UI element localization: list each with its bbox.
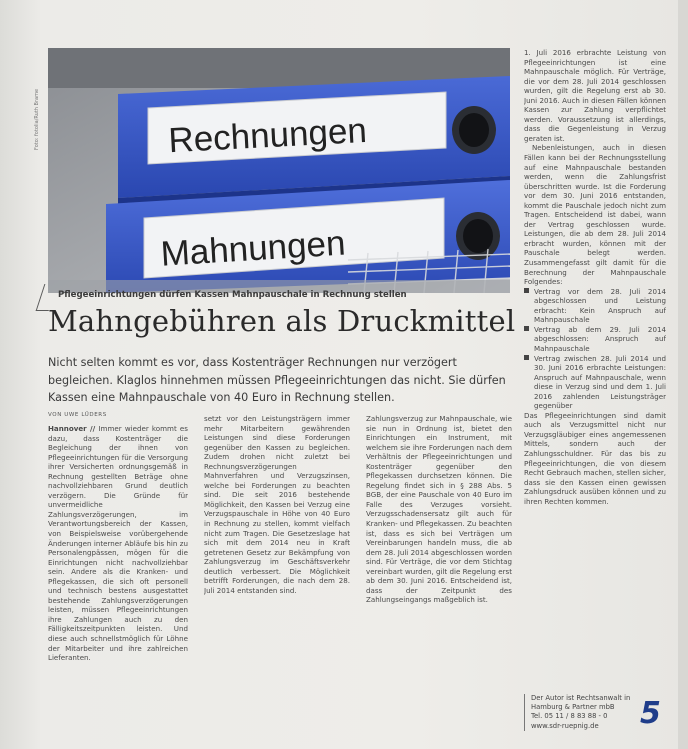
column-4-closing: Das Pflegeeinrichtungen sind damit auch als Verzugsmittel nicht nur Verzugsgläubiger eines angemessenen Mittels, sondern auch der Zahlungsschuldner. Für das bis zu Pflegeeinrichtungen, die von diesem Recht Gebrauch machen, stellen sicher, dass sie den Kassen einen gewissen Zahlungsdruck ausüben können und zu ihren Rechten kommen. xyxy=(524,410,666,506)
article-column-1 xyxy=(48,424,188,742)
column-3-text: Zahlungsverzug zur Mahnpauschale, wie sie nun in Ordnung ist, bietet den Einrichtungen ein Instrument, mit welchem sie ihre Forderungen nach dem Verhältnis der Pflegeeinrichtungen und Kostenträger gegenüber den Pflegekassen durchsetzen können. Die Regelung findet sich in § 288 Abs. 5 BGB, der eine Pauschale von 40 Euro im Falle des Verzuges vorsieht. Verzugsschadensersatz gilt auch für Kranken- und Pflegekassen. Zu beachten ist, dass es sich bei Verträgen um Vereinbarungen handeln muss, die ab dem 28. Juli 2014 abgeschlossen worden sind. Für Verträge, die vor dem Stichtag vereinbart wurden, gilt die Regelung erst ab dem 30. Juni 2016. Entscheidend ist, dass der Zeitpunkt des Zahlungseingangs maßgeblich ist. xyxy=(366,414,512,605)
binder-label-mahnungen: Mahnungen xyxy=(159,223,347,274)
binders-photo xyxy=(48,48,510,293)
article-kicker: Pflegeeinrichtungen dürfen Kassen Mahnpauschale in Rechnung stellen xyxy=(58,290,407,300)
article-byline: VON UWE LÜDERS xyxy=(48,412,107,418)
dateline: Hannover // xyxy=(48,424,96,433)
binder-label-rechnungen: Rechnungen xyxy=(167,110,368,161)
column-4-middle: Nebenleistungen, auch in diesen Fällen kann bei der Rechnungsstellung auf eine Mahnpauschale bestanden werden, wenn die Zahlungsfrist überschritten wurde. Ist die Forderung vor dem 30. Juni 2016 entstanden, kommt die Pauschale jedoch nicht zum Tragen. Entscheidend ist dabei, wann der Vertrag geschlossen wurde. Leistungen, die ab dem 28. Juli 2014 erbracht wurden, können mit der Pauschale belegt werden. Zusammengefasst gilt damit für die Berechnung der Mahnpauschale Folgendes: xyxy=(524,143,666,287)
list-item: Vertrag ab dem 29. Juli 2014 abgeschlossen: Anspruch auf Mahnpauschale xyxy=(534,325,666,354)
infobox-phone: Tel. 05 11 / 8 83 88 - 0 xyxy=(531,712,608,721)
column-2-text: setzt vor den Leistungsträgern immer mehr Mitarbeitern gewährenden Leistungen sind diese Forderungen gegenüber den Kassen zu begleichen. Zudem drohen nicht zuletzt bei Rechnungsverzögerungen Mahnverfahren und Verzugszinsen, welche bei Forderungen zu beachten sind. Die seit 2016 bestehende Möglichkeit, den Kassen bei Verzug eine Verzugspauschale in Höhe von 40 Euro in Rechnung zu stellen, kommt vielfach nicht zum Tragen. Die Gesetzeslage hat sich mit dem 2014 neu in Kraft getretenen Gesetz zur Bekämpfung von Zahlungsverzug im Geschäftsverkehr deutlich verbessert. Die Möglichkeit betrifft Forderungen, die nach dem 28. Juli 2014 entstanden sind. xyxy=(204,414,350,595)
page-number: 5 xyxy=(640,696,661,731)
summary-list xyxy=(524,287,666,411)
bullet-icon xyxy=(524,326,529,331)
photo-credit: Foto: fotolia/Ruth Brame xyxy=(34,88,40,150)
article-lead: Nicht selten kommt es vor, dass Kostenträger Rechnungen nur verzögert begleichen. Klaglos hinnehmen müssen Pflegeeinrichtungen das nicht. Sie dürfen Kassen eine Mahnpauschale von 40 Euro in Rechnung stellen. xyxy=(48,356,506,404)
infobox-website: www.sdr-ruepnig.de xyxy=(531,721,599,730)
article-column-3 xyxy=(366,414,512,742)
list-item: Vertrag vor dem 28. Juli 2014 abgeschlossen und Leistung erbracht: Kein Anspruch auf Mahnpauschale xyxy=(534,287,666,325)
column-1-text: Immer wieder kommt es dazu, dass Kostenträger die Begleichung der ihnen von Pflegeeinrichtungen für die Versorgung ihrer Versicherten ordnungsgemäß in Rechnung gestellten Beträge ohne nachvollziehbaren Grund deutlich verzögern. Die Gründe für unvermeidliche Zahlungsverzögerungen, im Verantwortungsbereich der Kassen, von Beispielsweise vorübergehende Änderungen interner Abläufe bis hin zu Personalengpässen, mögen für die Einrichtungen nicht nachvollziehbar sein. Andere als die Kranken- und Pflegekassen, die sich oft personell und technisch bestens ausgestattet bestehende Zahlungsverzögerungen leisten, müssen Pflegeeinrichtungen ihre Zahlungen auch zu den Fälligkeitszeitpunkten leisten. Und diese auch schnellstmöglich für Löhne der Mitarbeiter und ihre zahlreichen Lieferanten. xyxy=(48,424,188,663)
article-headline: Mahngebühren als Druckmittel xyxy=(48,304,516,338)
column-4-intro: 1. Juli 2016 erbrachte Leistung von Pflegeeinrichtungen ist eine Mahnpauschale möglich. Für Verträge, die vor dem 28. Juli 2014 geschlossen wurden, gilt die Regelung erst ab 30. Juni 2016. Auch in diesen Fällen können Kassen zur Zahlung verpflichtet werden. Voraussetzung ist allerdings, dass die Gegenleistung in Verzug geraten ist. xyxy=(524,48,666,143)
list-item: Vertrag zwischen 28. Juli 2014 und 30. Juni 2016 erbrachte Leistungen: Anspruch auf Mahnpauschale, wenn diese in Verzug sind und dem 1. Juli 2016 zahlenden Leistungsträger gegenüber xyxy=(534,354,666,411)
infobox-line: Hamburg & Partner mbB xyxy=(531,703,615,712)
article-column-2 xyxy=(204,414,350,742)
page-edge xyxy=(678,0,688,749)
bullet-icon xyxy=(524,355,529,360)
author-infobox xyxy=(524,694,643,731)
bullet-icon xyxy=(524,288,529,293)
article-column-4 xyxy=(524,48,666,694)
infobox-line: Der Autor ist Rechtsanwalt in xyxy=(531,694,631,702)
